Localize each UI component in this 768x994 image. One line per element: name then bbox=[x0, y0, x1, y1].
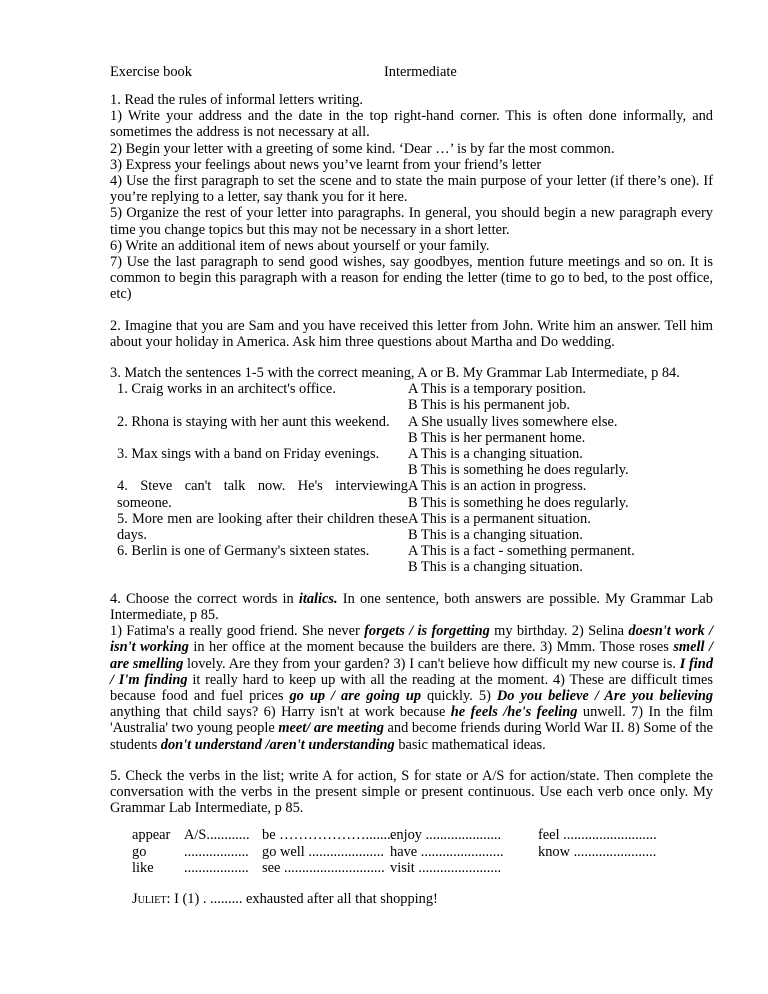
verb-row: go .................. go well ..................... have ....................... know ....................... bbox=[132, 843, 657, 860]
option-b: B This is her permanent home. bbox=[408, 429, 586, 446]
exercise-4-title: 4. Choose the correct words in italics. In one sentence, both answers are possible. My Grammar Lab Intermediate, p 85. bbox=[110, 590, 713, 623]
choice[interactable]: forgets / is forgetting bbox=[364, 623, 490, 640]
exercise-3-title: 3. Match the sentences 1-5 with the correct meaning, A or B. My Grammar Lab Intermediate, p 84. bbox=[110, 365, 680, 382]
rule: 4) Use the first paragraph to set the scene and to state the main purpose of your letter (if there’s one). If you’re replying to a letter, say thank you for it here. bbox=[110, 173, 713, 206]
choice[interactable]: meet/ are meeting bbox=[278, 720, 384, 737]
option-a: A This is a fact - something permanent. bbox=[408, 543, 635, 560]
verb-list bbox=[132, 827, 713, 876]
sentence: 2. Rhona is staying with her aunt this weekend. bbox=[117, 413, 390, 430]
option-b: B This is a changing situation. bbox=[408, 559, 583, 576]
rule: 6) Write an additional item of news about yourself or your family. bbox=[110, 237, 490, 254]
sentence: 1. Craig works in an architect's office. bbox=[117, 381, 336, 398]
exercise-2: 2. Imagine that you are Sam and you have received this letter from John. Write him an answer. Tell him about your holiday in America. Ask him three questions about Martha and Do wedding. bbox=[110, 317, 713, 350]
option-a: A This is a permanent situation. bbox=[408, 510, 591, 527]
choice[interactable]: he feels /he's feeling bbox=[450, 704, 578, 721]
rule: 3) Express your feelings about news you’ve learnt from your friend’s letter bbox=[110, 156, 542, 173]
choice[interactable]: I find / I'm finding bbox=[110, 655, 714, 688]
page-header bbox=[110, 64, 713, 80]
option-b: B This is something he does regularly. bbox=[408, 494, 629, 511]
exercise-4-text: 1) Fatima's a really good friend. She never forgets / is forgetting my birthday. 2) Selina doesn't work / isn't working in her office at the moment because the builders are there. 3) Mmm. Those roses smell / are smelling lovely. Are they from your garden? 3) I can't believe how difficult my new course is. I find / I'm finding it really hard to keep up with all the reading at the moment. 4) These are difficult times because food and fuel prices go up / are going up quickly. 5) Do you believe / Are you believing anything that child says? 6) Harry isn't at work because he feels /he's feeling unwell. 7) In the film 'Australia' two young people meet/ are meeting and become friends during World War II. 8) Some of the students don't understand /aren't understanding basic mathematical ideas. bbox=[110, 623, 714, 753]
header-right: Intermediate bbox=[384, 64, 457, 80]
exercise-page bbox=[110, 64, 713, 908]
sentence: 6. Berlin is one of Germany's sixteen states. bbox=[117, 543, 370, 560]
rule: 7) Use the last paragraph to send good wishes, say goodbyes, mention future meetings and so on. It is common to begin this paragraph with a reason for ending the letter (time to go to bed, to the post office, etc) bbox=[110, 254, 713, 303]
choice[interactable]: doesn't work / isn't working bbox=[110, 623, 713, 656]
rule: 5) Organize the rest of your letter into paragraphs. In general, you should begin a new paragraph every time you change topics but this may not be necessary in a short letter. bbox=[110, 205, 713, 238]
verb-row: like .................. see ............................ visit ....................... bbox=[132, 860, 502, 877]
choice[interactable]: don't understand /aren't understanding bbox=[160, 736, 395, 753]
sentence: 5. More men are looking after their children these days. bbox=[117, 510, 408, 544]
option-a: A This is a changing situation. bbox=[408, 446, 583, 463]
option-b: B This is his permanent job. bbox=[408, 397, 571, 414]
rule: 2) Begin your letter with a greeting of some kind. ‘Dear …’ is by far the most common. bbox=[110, 140, 615, 157]
option-b: B This is a changing situation. bbox=[408, 527, 583, 544]
verb-row: appear A/S............ be ………………........ enjoy ..................... feel .......................... bbox=[132, 827, 657, 844]
choice[interactable]: smell / are smelling bbox=[110, 639, 713, 672]
exercise-1-title: 1. Read the rules of informal letters writing. bbox=[110, 92, 363, 108]
option-a: A This is an action in progress. bbox=[408, 478, 587, 495]
option-a: A This is a temporary position. bbox=[408, 381, 587, 398]
choice[interactable]: Do you believe / Are you believing bbox=[496, 687, 714, 704]
sentence: 3. Max sings with a band on Friday evenings. bbox=[117, 446, 380, 463]
dialogue-line bbox=[132, 891, 713, 908]
exercise-1 bbox=[110, 92, 713, 303]
option-b: B This is something he does regularly. bbox=[408, 462, 629, 479]
speaker: Juliet: bbox=[132, 890, 171, 907]
header-left: Exercise book bbox=[110, 64, 192, 80]
sentence: 4. Steve can't talk now. He's interviewing someone. bbox=[117, 478, 408, 511]
choice[interactable]: go up / are going up bbox=[289, 687, 422, 704]
matching-table bbox=[110, 381, 713, 575]
exercise-5-text: 5. Check the verbs in the list; write A for action, S for state or A/S for action/state. Then complete the conversation with the verbs in the present simple or present continuous. Use each verb once only. My Grammar Lab Intermediate, p 85. bbox=[110, 767, 713, 817]
rule: 1) Write your address and the date in the top right-hand corner. This is often done informally, and sometimes the address is not necessary at all. bbox=[110, 108, 713, 141]
dialogue-text: I (1) . ......... exhausted after all that shopping! bbox=[170, 890, 438, 907]
italics-word: italics. bbox=[298, 590, 338, 607]
option-a: A She usually lives somewhere else. bbox=[408, 413, 618, 430]
